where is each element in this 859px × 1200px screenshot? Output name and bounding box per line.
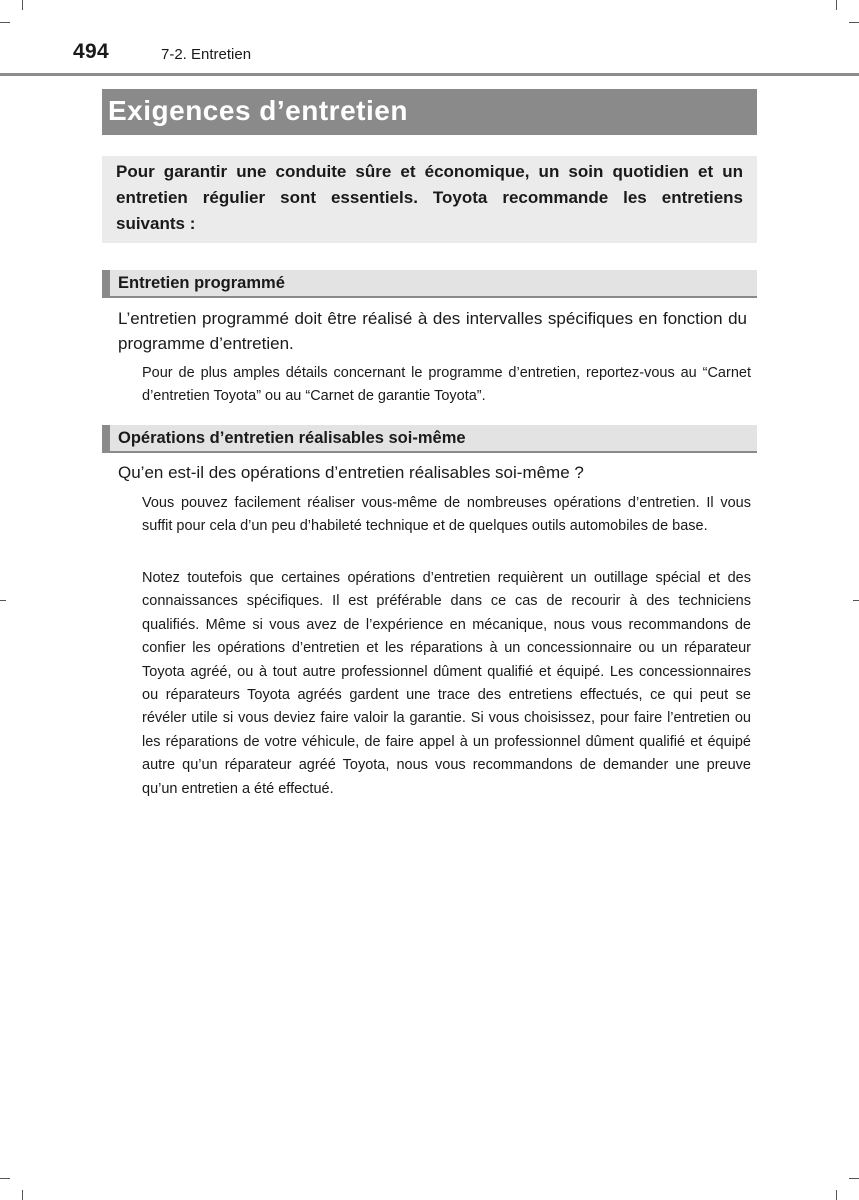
- crop-mark: [849, 22, 859, 23]
- crop-mark: [0, 600, 6, 601]
- crop-mark: [22, 1190, 23, 1200]
- crop-mark: [836, 1190, 837, 1200]
- crop-mark: [22, 0, 23, 10]
- crop-mark: [836, 0, 837, 10]
- page-number: 494: [73, 40, 109, 63]
- crop-mark: [0, 22, 10, 23]
- header-divider: [0, 73, 859, 76]
- section-heading-diy-maintenance: Opérations d’entretien réalisables soi-même: [102, 425, 757, 453]
- crop-mark: [853, 600, 859, 601]
- page-title: Exigences d’entretien: [102, 89, 757, 135]
- crop-mark: [0, 1178, 10, 1179]
- paragraph-diy-maintenance-2: Notez toutefois que certaines opérations d’entretien requièrent un outillage spécial et des connaissances spécifiques. Il est préférable dans ce cas de recourir à des techniciens qualifiés. Même si vous avez de l’expérience en mécanique, nous vous recommandons de confier les opérations d’entretien et les réparations à un concessionnaire ou un réparateur Toyota agréé, ou à tout autre professionnel dûment qualifié et équipé. Les concessionnaires ou réparateurs Toyota agréés gardent une trace des entretiens effectués, ce qui peut se révéler utile si vous deviez faire valoir la garantie. Si vous choisissez, pour faire l’entretien ou les réparations de votre véhicule, de faire appel à un professionnel dûment qualifié et équipé autre qu’un réparateur agréé Toyota, nous vous recommandons de demander une preuve qu’un entretien a été effectué.: [142, 570, 751, 797]
- paragraph-scheduled-maintenance: Pour de plus amples détails concernant le programme d’entretien, reportez-vous au “Carnet d’entretien Toyota” ou au “Carnet de garantie Toyota”.: [142, 365, 751, 405]
- section-reference: 7-2. Entretien: [161, 46, 252, 63]
- section-heading-scheduled-maintenance: Entretien programmé: [102, 270, 757, 298]
- section-lead-diy-maintenance: Qu’en est-il des opérations d’entretien réalisables soi-même ?: [118, 463, 584, 482]
- section-lead-scheduled-maintenance: L’entretien programmé doit être réalisé à des intervalles spécifiques en fonction du programme d’entretien.: [118, 309, 747, 353]
- crop-mark: [849, 1178, 859, 1179]
- intro-box: Pour garantir une conduite sûre et économique, un soin quotidien et un entretien régulier sont essentiels. Toyota recommande les entretiens suivants :: [102, 156, 757, 243]
- paragraph-diy-maintenance-1: Vous pouvez facilement réaliser vous-même de nombreuses opérations d’entretien. Il vous suffit pour cela d’un peu d’habileté technique et de quelques outils automobiles de base.: [142, 495, 751, 535]
